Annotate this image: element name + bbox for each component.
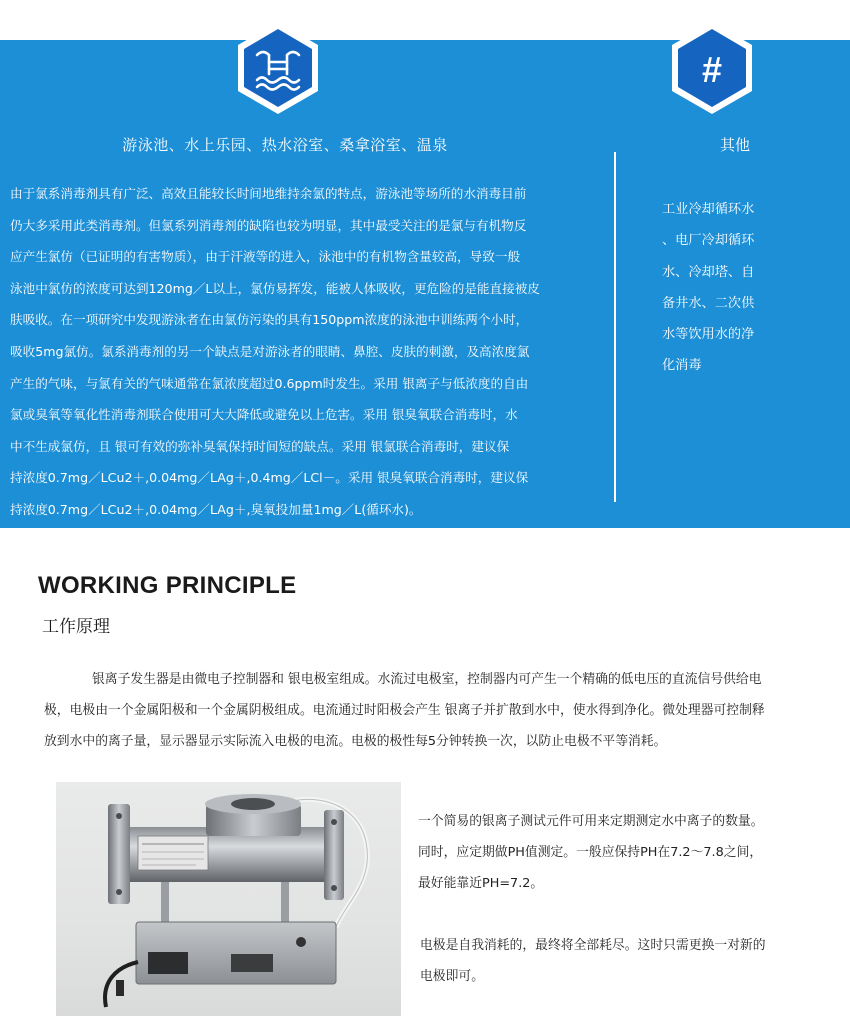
- electrode-note: [420, 930, 840, 992]
- note-line: 同时，应定期做PH值测定。一般应保持PH在7.2～7.8之间，: [418, 845, 763, 860]
- note-line: 电极是自我消耗的，最终将全部耗尽。这时只需更换一对新的: [420, 938, 766, 953]
- principle-line: 极，电极由一个金属阳极和一个金属阴极组成。电流通过时阳极会产生 银离子并扩散到水中，使水得到净化。微处理器可控制释: [44, 703, 765, 718]
- principle-paragraph: [44, 664, 844, 757]
- other-desc-line: 水、冷却塔、自: [662, 264, 755, 280]
- other-desc-line: 水等饮用水的净: [662, 327, 755, 343]
- pool-desc-line: 中不生成氯仿，且 银可有效的弥补臭氧保持时间短的缺点。采用 银氯联合消毒时，建议保: [10, 438, 510, 454]
- pool-desc-line: 泳池中氯仿的浓度可达到120mg／L以上，氯仿易挥发，能被人体吸收，更危险的是能直接被皮: [10, 280, 540, 296]
- other-desc-line: 工业冷却循环水: [662, 202, 755, 217]
- pool-desc-line: 仍大多采用此类消毒剂。但氯系列消毒剂的缺陷也较为明显，其中最受关注的是氯与有机物反: [10, 217, 527, 233]
- hash-icon: [670, 20, 754, 116]
- pool-desc-line: 氯或臭氧等氧化性消毒剂联合使用可大大降低或避免以上危害。采用 银臭氧联合消毒时，水: [10, 407, 518, 423]
- section-subtitle: 工作原理: [42, 617, 110, 637]
- test-element-note: [418, 806, 838, 899]
- section-title: WORKING PRINCIPLE: [38, 572, 297, 599]
- pool-description: [10, 178, 606, 526]
- column-divider: [614, 152, 616, 502]
- principle-line: 银离子发生器是由微电子控制器和 银电极室组成。水流过电极室，控制器内可产生一个精确的低电压的直流信号供给电: [92, 672, 762, 687]
- pool-heading: 游泳池、水上乐园、热水浴室、桑拿浴室、温泉: [122, 136, 448, 154]
- other-description: [662, 194, 782, 382]
- silver-ion-generator-photo: [56, 782, 401, 1016]
- pool-desc-line: 产生的气味，与氯有关的气味通常在氯浓度超过0.6ppm时发生。采用 银离子与低浓度的自由: [10, 375, 529, 391]
- other-desc-line: 、电厂冷却循环: [662, 233, 755, 249]
- other-desc-line: 化消毒: [662, 358, 702, 374]
- pool-desc-line: 由于氯系消毒剂具有广泛、高效且能较长时间地维持余氯的特点，游泳池等场所的水消毒目前: [10, 186, 527, 201]
- pool-desc-line: 肤吸收。在一项研究中发现游泳者在由氯仿污染的具有150ppm浓度的泳池中训练两个小时，: [10, 312, 529, 328]
- pool-desc-line: 持浓度0.7mg／LCu2＋,0.04mg／LAg＋,0.4mg／LCl－。采用 银臭氧联合消毒时，建议保: [10, 470, 529, 486]
- other-heading: 其他: [719, 136, 750, 154]
- pool-desc-line: 吸收5mg氯仿。氯系消毒剂的另一个缺点是对游泳者的眼睛、鼻腔、皮肤的刺激，及高浓度氯: [10, 343, 530, 359]
- note-line: 最好能靠近PH=7.2。: [418, 876, 544, 891]
- pool-ladder-icon: [236, 20, 320, 116]
- note-line: 一个简易的银离子测试元件可用来定期测定水中离子的数量。: [418, 814, 764, 829]
- pool-desc-line: 持浓度0.7mg／LCu2＋,0.04mg／LAg＋,臭氧投加量1mg／L(循环水)。: [10, 501, 422, 517]
- pool-desc-line: 应产生氯仿（已证明的有害物质），由于汗液等的进入，泳池中的有机物含量较高，导致一般: [10, 249, 521, 265]
- other-desc-line: 备井水、二次供: [662, 295, 755, 311]
- note-line: 电极即可。: [420, 969, 484, 984]
- principle-line: 放到水中的离子量，显示器显示实际流入电极的电流。电极的极性每5分钟转换一次，以防止电极不平等消耗。: [44, 734, 667, 749]
- hash-symbol: #: [701, 49, 723, 90]
